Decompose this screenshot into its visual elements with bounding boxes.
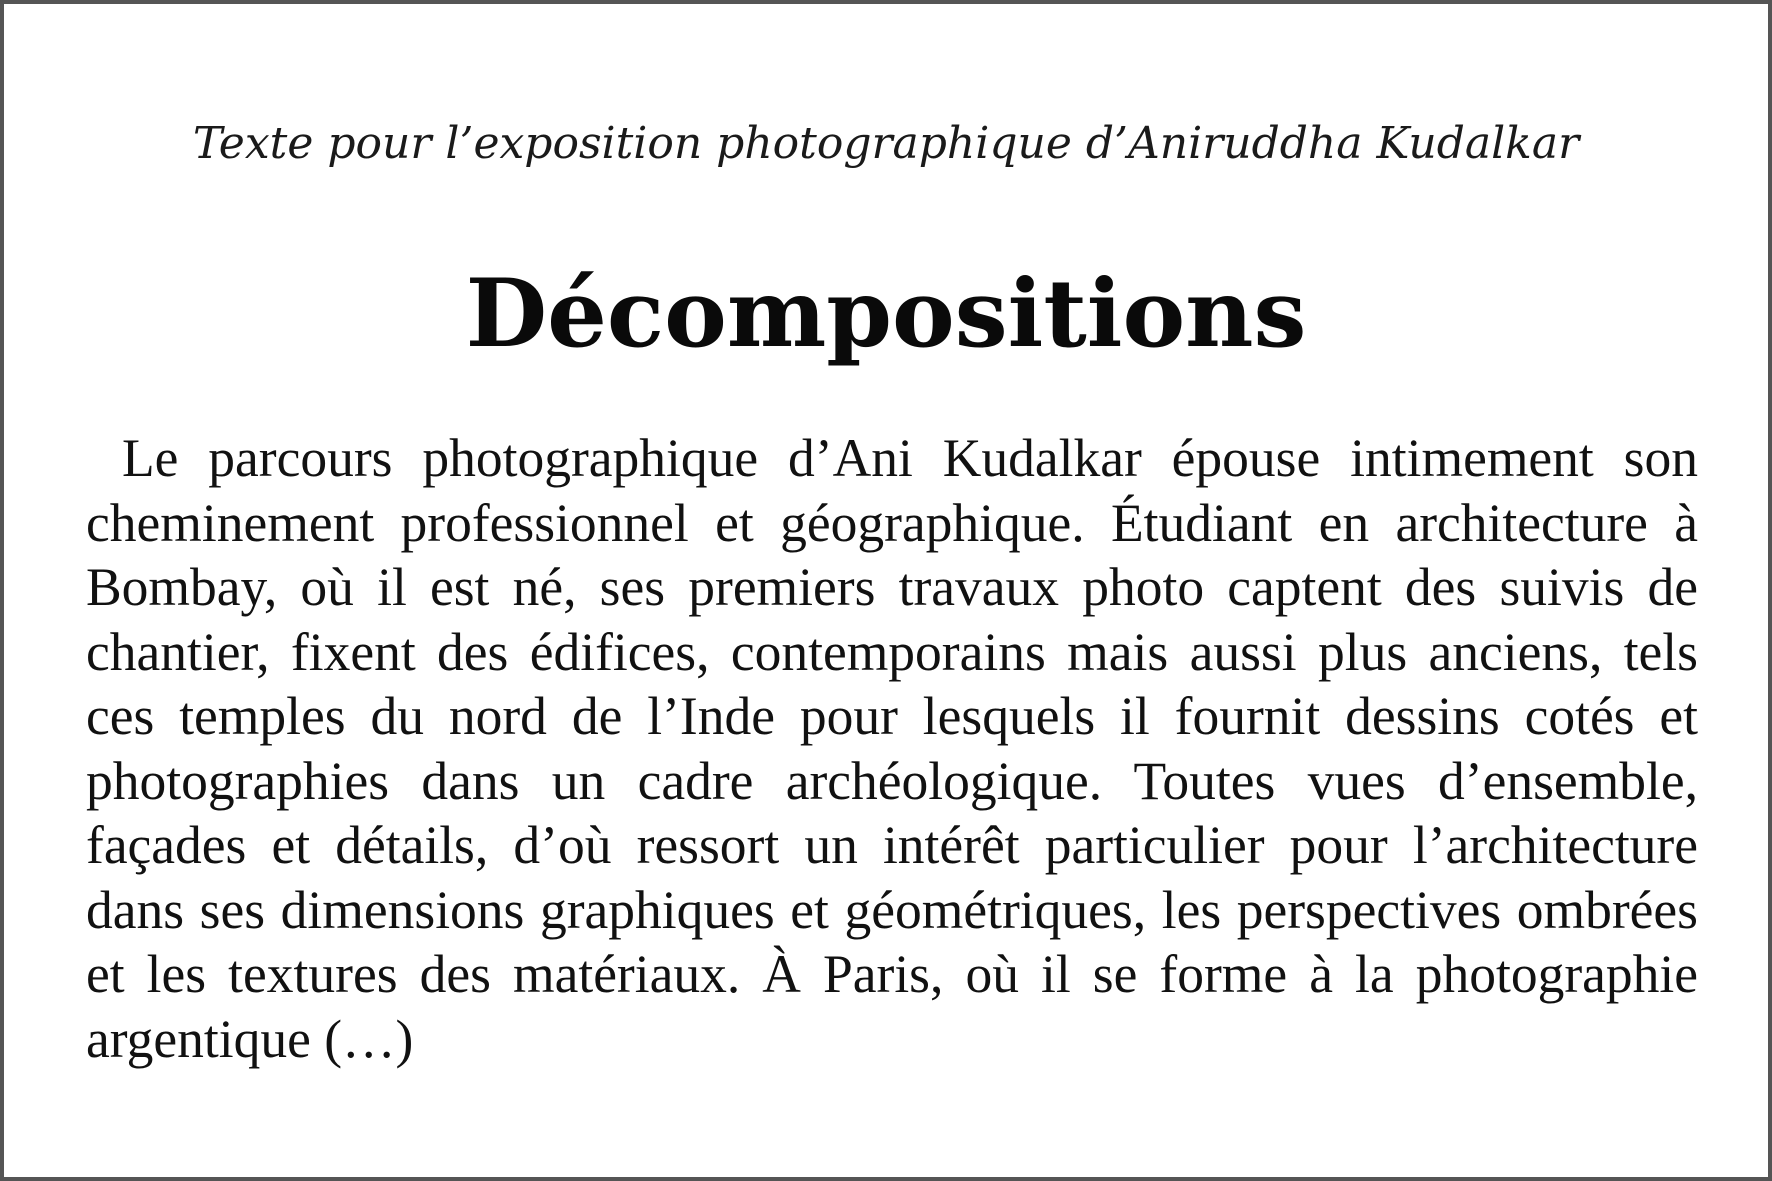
- body-paragraph: Le parcours photographique d’Ani Kudalkar épouse intimement son cheminement professionnel et géographique. Étudiant en architecture à Bombay, où il est né, ses premiers travaux photo captent des suivis de chantier, fixent des édifices, contemporains mais aussi plus anciens, tels ces temples du nord de l’Inde pour lesquels il fournit dessins cotés et photographies dans un cadre archéologique. Toutes vues d’ensemble, façades et détails, d’où ressort un intérêt particulier pour l’architecture dans ses dimensions graphiques et géométriques, les perspectives ombrées et les textures des matériaux. À Paris, où il se forme à la photographie argentique (…): [86, 428, 1698, 1069]
- document-title: Décompositions: [465, 259, 1307, 369]
- document-subtitle: Texte pour l’exposition photographique d’Aniruddha Kudalkar: [192, 118, 1580, 169]
